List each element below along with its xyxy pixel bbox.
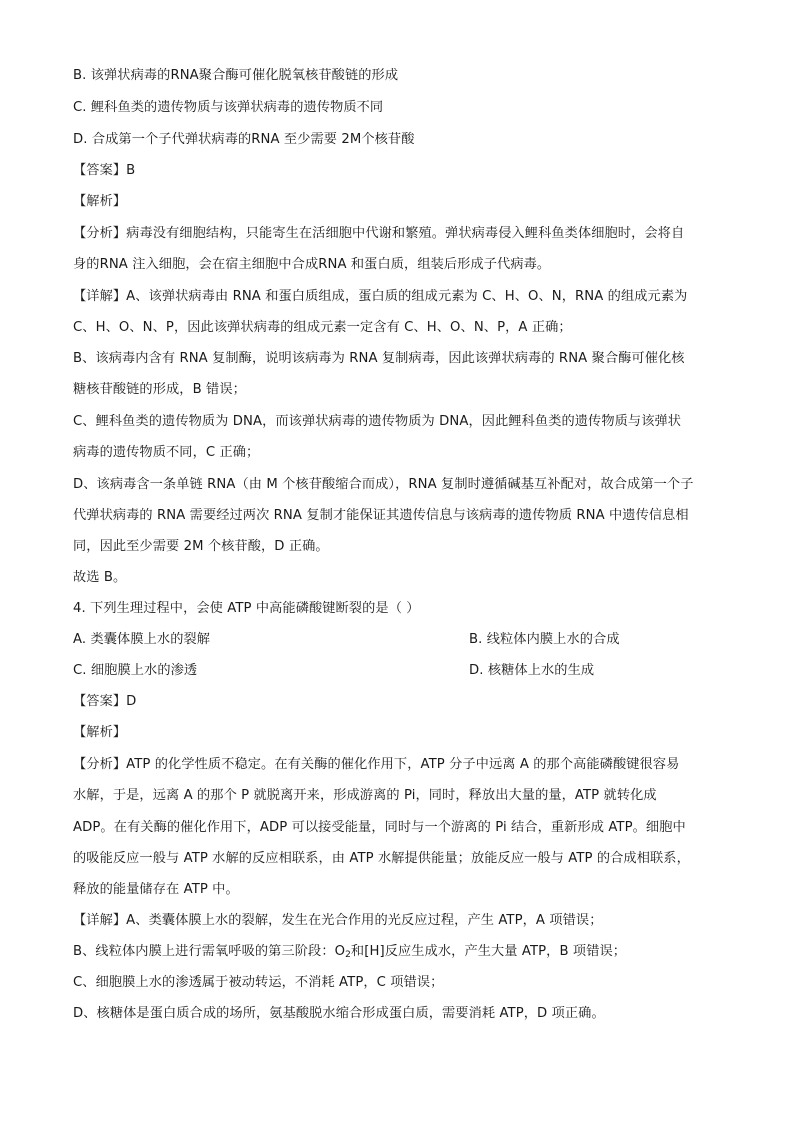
q4-options-row-1 <box>73 631 733 649</box>
q4-detail-line: C、细胞膜上水的渗透属于被动转运，不消耗 ATP，C 项错误； <box>73 975 444 990</box>
q3-detail-line: 病毒的遗传物质不同，C 正确； <box>73 445 260 460</box>
q4-fenxi-line: ADP。在有关酶的催化作用下，ADP 可以接受能量，同时与一个游离的 Pi 结合，重新形成 ATP。细胞中 <box>73 820 686 835</box>
q4-option-b: B. 线粒体内膜上水的合成 <box>469 632 620 647</box>
q3-analysis-tag: 【解析】 <box>73 194 127 209</box>
q4-detail-b-pre: B、线粒体内膜上进行需氧呼吸的第三阶段：O <box>73 944 346 959</box>
q3-option-c: C. 鲤科鱼类的遗传物质与该弹状病毒的遗传物质不同 <box>73 100 384 115</box>
q3-answer-row <box>73 162 733 180</box>
q4-detail-b-post: 和[H]反应生成水，产生大量 ATP，B 项错误； <box>350 944 627 959</box>
q3-fenxi-tag: 【分析】 <box>73 226 127 241</box>
q4-option-c: C. 细胞膜上水的渗透 <box>73 663 198 678</box>
q3-xiangjie-tag: 【详解】 <box>73 289 127 304</box>
q3-fenxi-line-2: 身的RNA 注入细胞，会在宿主细胞中合成RNA 和蛋白质，组装后形成子代病毒。 <box>73 257 551 272</box>
q4-analysis-tag: 【解析】 <box>73 725 127 740</box>
q4-xiangjie-first: A、类囊体膜上水的裂解，发生在光合作用的光反应过程，产生 ATP，A 项错误； <box>126 913 603 928</box>
q3-fenxi-line-1: 病毒没有细胞结构，只能寄生在活细胞中代谢和繁殖。弹状病毒侵入鲤科鱼类体细胞时，会将自 <box>126 226 685 241</box>
q3-detail-line: 代弹状病毒的 RNA 需要经过两次 RNA 复制才能保证其遗传信息与该病毒的遗传物质 RNA 中遗传信息相 <box>73 508 689 523</box>
q3-conclusion: 故选 B。 <box>73 570 127 585</box>
q4-fenxi-line: 释放的能量储存在 ATP 中。 <box>73 882 239 897</box>
q3-detail-line: 同，因此至少需要 2M 个核苷酸，D 正确。 <box>73 539 329 554</box>
q3-detail-line: C、鲤科鱼类的遗传物质为 DNA，而该弹状病毒的遗传物质为 DNA，因此鲤科鱼类的遗传物质与该弹状 <box>73 414 682 429</box>
q3-detail-line: 糖核苷酸链的形成，B 错误； <box>73 382 246 397</box>
q4-answer-value: D <box>126 694 137 709</box>
q4-detail-b-subscript: 2 <box>345 950 351 960</box>
q4-xiangjie-tag: 【详解】 <box>73 913 127 928</box>
q3-option-d: D. 合成第一个子代弹状病毒的RNA 至少需要 2M个核苷酸 <box>73 132 415 147</box>
q3-answer-tag: 【答案】 <box>73 163 127 178</box>
q4-fenxi-line: 水解，于是，远离 A 的那个 P 就脱离开来，形成游离的 Pi，同时，释放出大量的量，ATP 就转化成 <box>73 788 657 803</box>
q4-answer-tag: 【答案】 <box>73 694 127 709</box>
q4-detail-b <box>73 943 733 964</box>
q3-option-b: B. 该弹状病毒的RNA聚合酶可催化脱氧核苷酸链的形成 <box>73 68 399 83</box>
q4-option-a: A. 类囊体膜上水的裂解 <box>73 632 211 647</box>
q4-answer-row <box>73 693 733 711</box>
q4-fenxi-tag: 【分析】 <box>73 757 127 772</box>
q4-fenxi-row <box>73 756 733 774</box>
q4-detail-line: D、核糖体是蛋白质合成的场所，氨基酸脱水缩合形成蛋白质，需要消耗 ATP，D 项正确。 <box>73 1006 605 1021</box>
q4-stem: 4. 下列生理过程中，会使 ATP 中高能磷酸键断裂的是（ ） <box>73 601 420 616</box>
q3-answer-value: B <box>126 163 136 178</box>
q4-options-row-2 <box>73 662 733 680</box>
q3-xiangjie-row <box>73 288 733 306</box>
q3-xiangjie-first: A、该弹状病毒由 RNA 和蛋白质组成，蛋白质的组成元素为 C、H、O、N，RNA 的组成元素为 <box>126 289 688 304</box>
q4-option-d: D. 核糖体上水的生成 <box>469 663 595 678</box>
q4-fenxi-first: ATP 的化学性质不稳定。在有关酶的催化作用下，ATP 分子中远离 A 的那个高能磷酸键很容易 <box>126 757 680 772</box>
q4-xiangjie-row <box>73 912 733 930</box>
q4-fenxi-line: 的吸能反应一般与 ATP 水解的反应相联系，由 ATP 水解提供能量；放能反应一般与 ATP 的合成相联系， <box>73 851 690 866</box>
q3-detail-line: C、H、O、N、P，因此该弹状病毒的组成元素一定含有 C、H、O、N、P，A 正确； <box>73 320 572 335</box>
q3-detail-line: B、该病毒内含有 RNA 复制酶，说明该病毒为 RNA 复制病毒，因此该弹状病毒的 RNA 聚合酶可催化核 <box>73 351 685 366</box>
q3-fenxi-row <box>73 225 733 243</box>
q3-detail-line: D、该病毒含一条单链 RNA（由 M 个核苷酸缩合而成），RNA 复制时遵循碱基互补配对，故合成第一个子 <box>73 477 694 492</box>
